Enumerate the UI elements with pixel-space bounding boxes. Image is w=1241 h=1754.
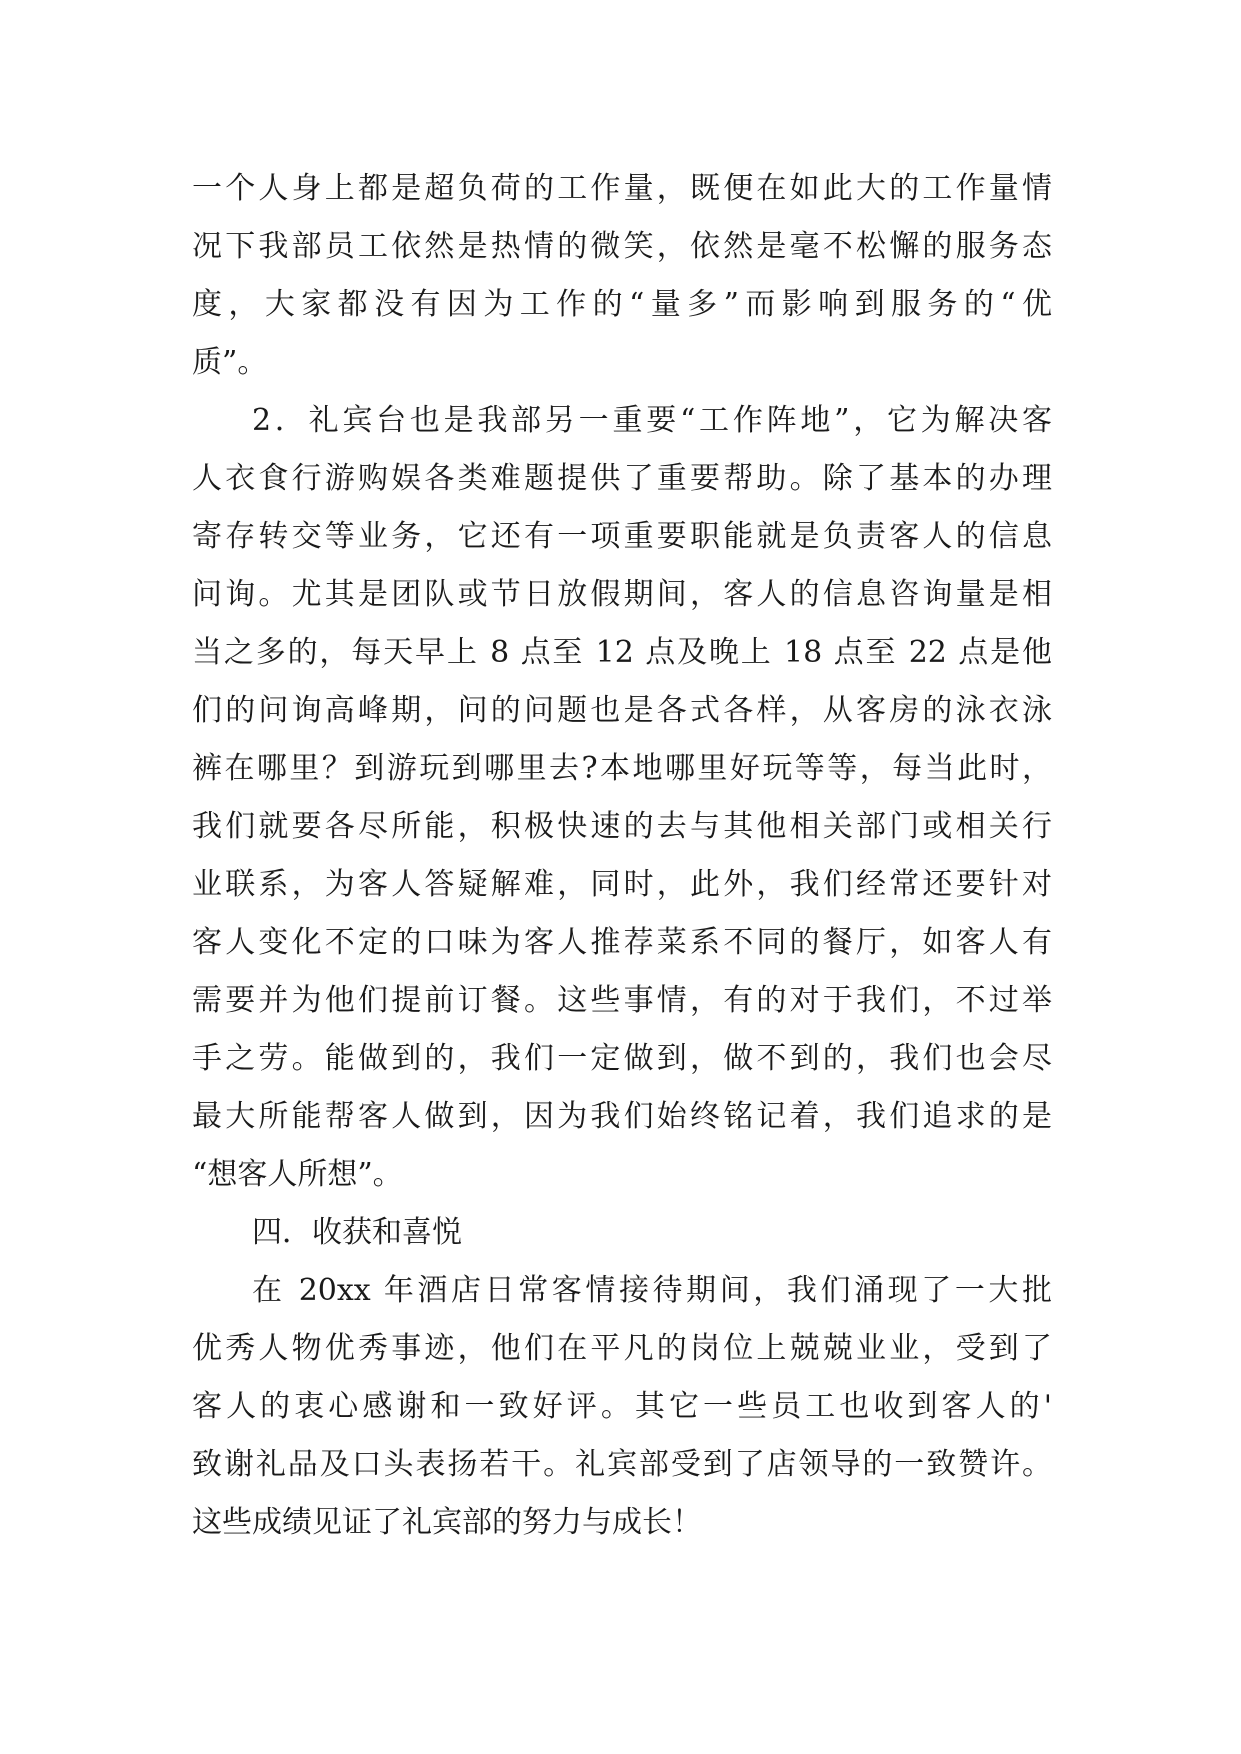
text-line: 问询。尤其是团队或节日放假期间，客人的信息咨询量是相 — [192, 577, 1052, 612]
text-line: 人衣食行游购娱各类难题提供了重要帮助。除了基本的办理 — [192, 461, 1052, 496]
text-line: 质”。 — [192, 345, 268, 380]
text-line: 裤在哪里？到游玩到哪里去?本地哪里好玩等等，每当此时， — [192, 751, 1052, 786]
text-line: 需要并为他们提前订餐。这些事情，有的对于我们，不过举 — [192, 983, 1052, 1018]
text-line: 2．礼宾台也是我部另一重要“工作阵地”，它为解决客 — [252, 403, 1052, 438]
text-line: 我们就要各尽所能，积极快速的去与其他相关部门或相关行 — [192, 809, 1052, 844]
text-line: 这些成绩见证了礼宾部的努力与成长！ — [192, 1505, 702, 1540]
text-line: 致谢礼品及口头表扬若干。礼宾部受到了店领导的一致赞许。 — [192, 1447, 1052, 1482]
text-line: 一个人身上都是超负荷的工作量，既便在如此大的工作量情 — [192, 171, 1052, 206]
text-line: 最大所能帮客人做到，因为我们始终铭记着，我们追求的是 — [192, 1099, 1052, 1134]
text-line: 业联系，为客人答疑解难，同时，此外，我们经常还要针对 — [192, 867, 1052, 902]
text-line: 当之多的，每天早上 8 点至 12 点及晚上 18 点至 22 点是他 — [192, 635, 1052, 670]
text-line: 客人变化不定的口味为客人推荐菜系不同的餐厅，如客人有 — [192, 925, 1052, 960]
text-line: 在 20xx 年酒店日常客情接待期间，我们涌现了一大批 — [252, 1273, 1052, 1308]
text-line: 优秀人物优秀事迹，他们在平凡的岗位上兢兢业业，受到了 — [192, 1331, 1052, 1366]
document-body — [192, 160, 1052, 1552]
text-line: 度，大家都没有因为工作的“量多”而影响到服务的“优 — [192, 287, 1052, 322]
text-line: 寄存转交等业务，它还有一项重要职能就是负责客人的信息 — [192, 519, 1052, 554]
section-heading: 四．收获和喜悦 — [252, 1215, 462, 1250]
text-line: “想客人所想”。 — [192, 1157, 403, 1192]
text-line: 况下我部员工依然是热情的微笑，依然是毫不松懈的服务态 — [192, 229, 1052, 264]
text-line: 客人的衷心感谢和一致好评。其它一些员工也收到客人的' — [192, 1389, 1052, 1424]
text-line: 手之劳。能做到的，我们一定做到，做不到的，我们也会尽 — [192, 1041, 1052, 1076]
text-line: 们的问询高峰期，问的问题也是各式各样，从客房的泳衣泳 — [192, 693, 1052, 728]
